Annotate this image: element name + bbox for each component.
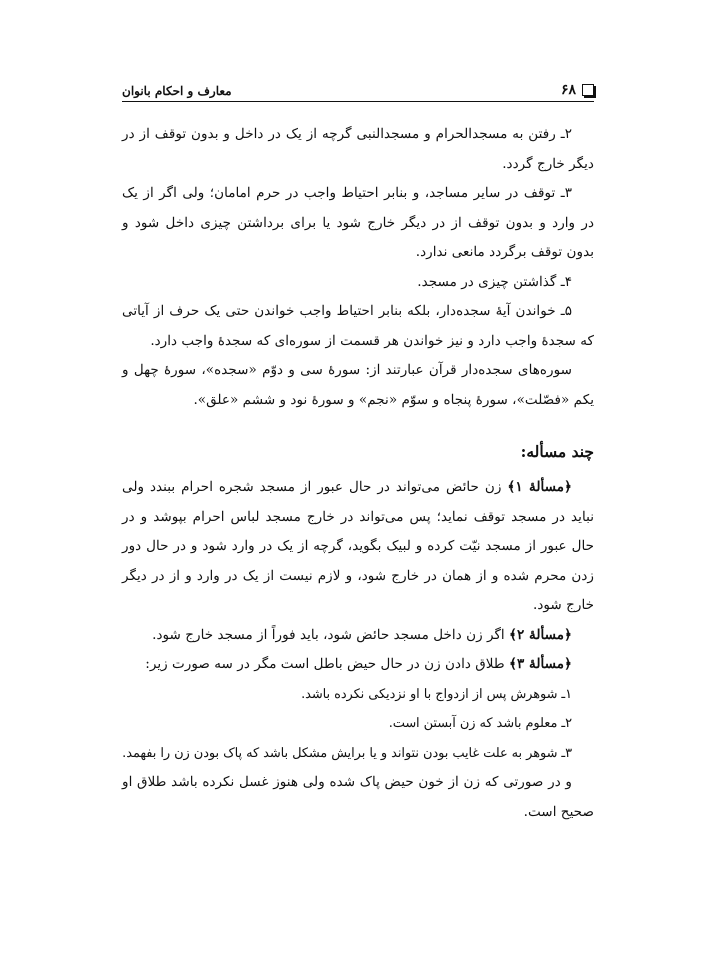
page-header	[122, 78, 594, 102]
issue-2	[122, 621, 594, 651]
square-bullet-icon	[582, 84, 594, 96]
book-title: معارف و احکام بانوان	[122, 84, 232, 98]
issue-label: ﴿مسألهٔ ۲﴾	[509, 626, 572, 643]
closing-paragraph: و در صورتی که زن از خون حیض پاک شده ولی هنوز غسل نکرده باشد طلاق او صحیح است.	[122, 774, 594, 820]
condition-2: ۲ـ معلوم باشد که زن آبستن است.	[388, 716, 572, 731]
condition-3: ۳ـ شوهر به علت غایب بودن نتواند و یا برایش مشکل باشد که پاک بودن زن را بفهمد.	[122, 745, 572, 761]
issue-3	[122, 650, 594, 680]
paragraph-item-2: ۲ـ رفتن به مسجدالحرام و مسجدالنبی گرچه از یک در داخل و بدون توقف از در دیگر خارج گردد.	[122, 126, 594, 172]
page-number-group	[561, 82, 594, 98]
paragraph-item-5: ۵ـ خواندن آیهٔ سجده‌دار، بلکه بنابر احتیاط واجب خواندن حتی یک حرف از آیاتی که سجدهٔ واجب دارد و نیز خواندن هر قسمت از سوره‌ای که سجدهٔ واجب دارد.	[122, 303, 594, 349]
issue-label: ﴿مسألهٔ ۱﴾	[507, 479, 572, 495]
issue-text: زن حائض می‌تواند در حال عبور از مسجد شجره احرام ببندد ولی نباید در مسجد توقف نماید؛ پس می‌تواند در خارج مسجد لباس احرام بپوشد و در حال عبور از مسجد نیّت کرده و لبیک بگوید، گرچه از یک در وارد شود و در حال دور زدن محرم شده و از همان در خارج شود، و لازم نیست از یک در وارد و از در دیگر خارج شود.	[122, 479, 594, 613]
paragraph-surahs: سوره‌های سجده‌دار قرآن عبارتند از: سورهٔ سی و دوّم «سجده»، سورهٔ چهل و یکم «فصّلت»، سورهٔ پنجاه و سوّم «نجم» و سورهٔ نود و ششم «علق».	[122, 362, 594, 408]
book-page	[122, 78, 594, 827]
issue-1	[122, 473, 594, 621]
issue-text: طلاق دادن زن در حال حیض باطل است مگر در سه صورت زیر:	[145, 656, 510, 672]
paragraph-item-4: ۴ـ گذاشتن چیزی در مسجد.	[417, 273, 572, 290]
issue-text: اگر زن داخل مسجد حائض شود، باید فوراً از مسجد خارج شود.	[152, 626, 510, 643]
paragraph-item-3: ۳ـ توقف در سایر مساجد، و بنابر احتیاط واجب در حرم امامان؛ ولی اگر از یک در وارد و بدون توقف از در دیگر خارج شود یا برای برداشتن چیزی داخل شود و بدون توقف برگردد مانعی ندارد.	[122, 185, 594, 260]
section-heading: چند مسأله:	[520, 442, 594, 461]
page-body	[122, 120, 594, 827]
page-number: ۶۸	[560, 82, 576, 98]
issue-label: ﴿مسألهٔ ۳﴾	[509, 656, 572, 672]
condition-1: ۱ـ شوهرش پس از ازدواج با او نزدیکی نکرده باشد.	[301, 686, 572, 702]
